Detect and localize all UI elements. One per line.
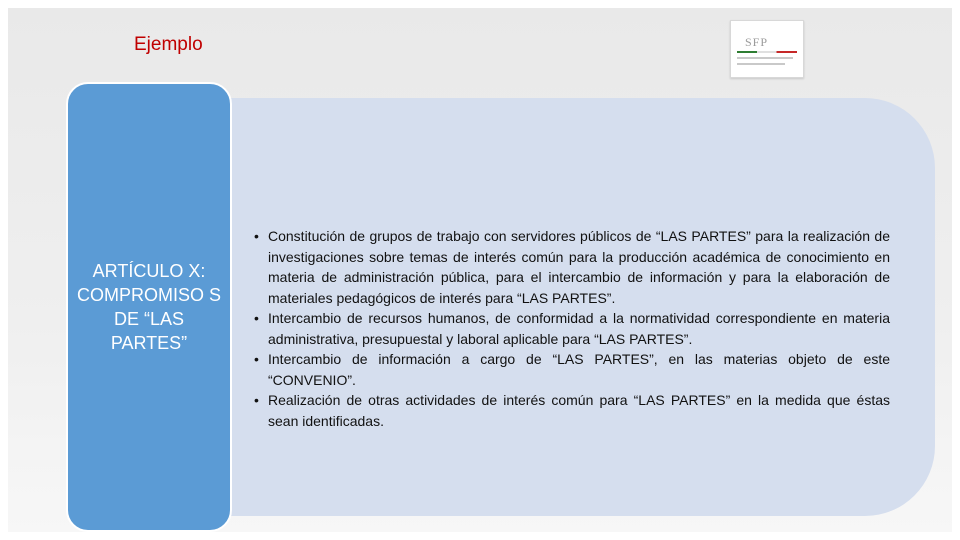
list-item: • Constitución de grupos de trabajo con servidores públicos de “LAS PARTES” para la realización de investigaciones sobre temas de interés común para la producción académica de conocimiento en materia de administración pública, para el intercambio de información y para la elaboración de materiales pedagógicos de interés para “LAS PARTES”. — [254, 226, 890, 308]
list-item: • Intercambio de recursos humanos, de conformidad a la normatividad correspondiente en materia administrativa, presupuestal y laboral aplicable para “LAS PARTES”. — [254, 308, 890, 349]
logo-subtitle-line — [737, 63, 785, 65]
article-heading-box — [66, 82, 232, 532]
list-item: • Realización de otras actividades de interés común para “LAS PARTES” en la medida que éstas sean identificadas. — [254, 390, 890, 431]
list-item: • Intercambio de información a cargo de “LAS PARTES”, en las materias objeto de este “CONVENIO”. — [254, 349, 890, 390]
logo-text: SFP — [745, 35, 769, 49]
sfp-logo-icon — [730, 20, 804, 78]
logo-subtitle-line — [737, 57, 793, 59]
commitments-list — [254, 226, 890, 431]
logo-flag-stripe — [737, 51, 797, 53]
article-heading: ARTÍCULO X: COMPROMISO S DE “LAS PARTES” — [76, 261, 221, 353]
slide-title: Ejemplo — [134, 34, 203, 55]
